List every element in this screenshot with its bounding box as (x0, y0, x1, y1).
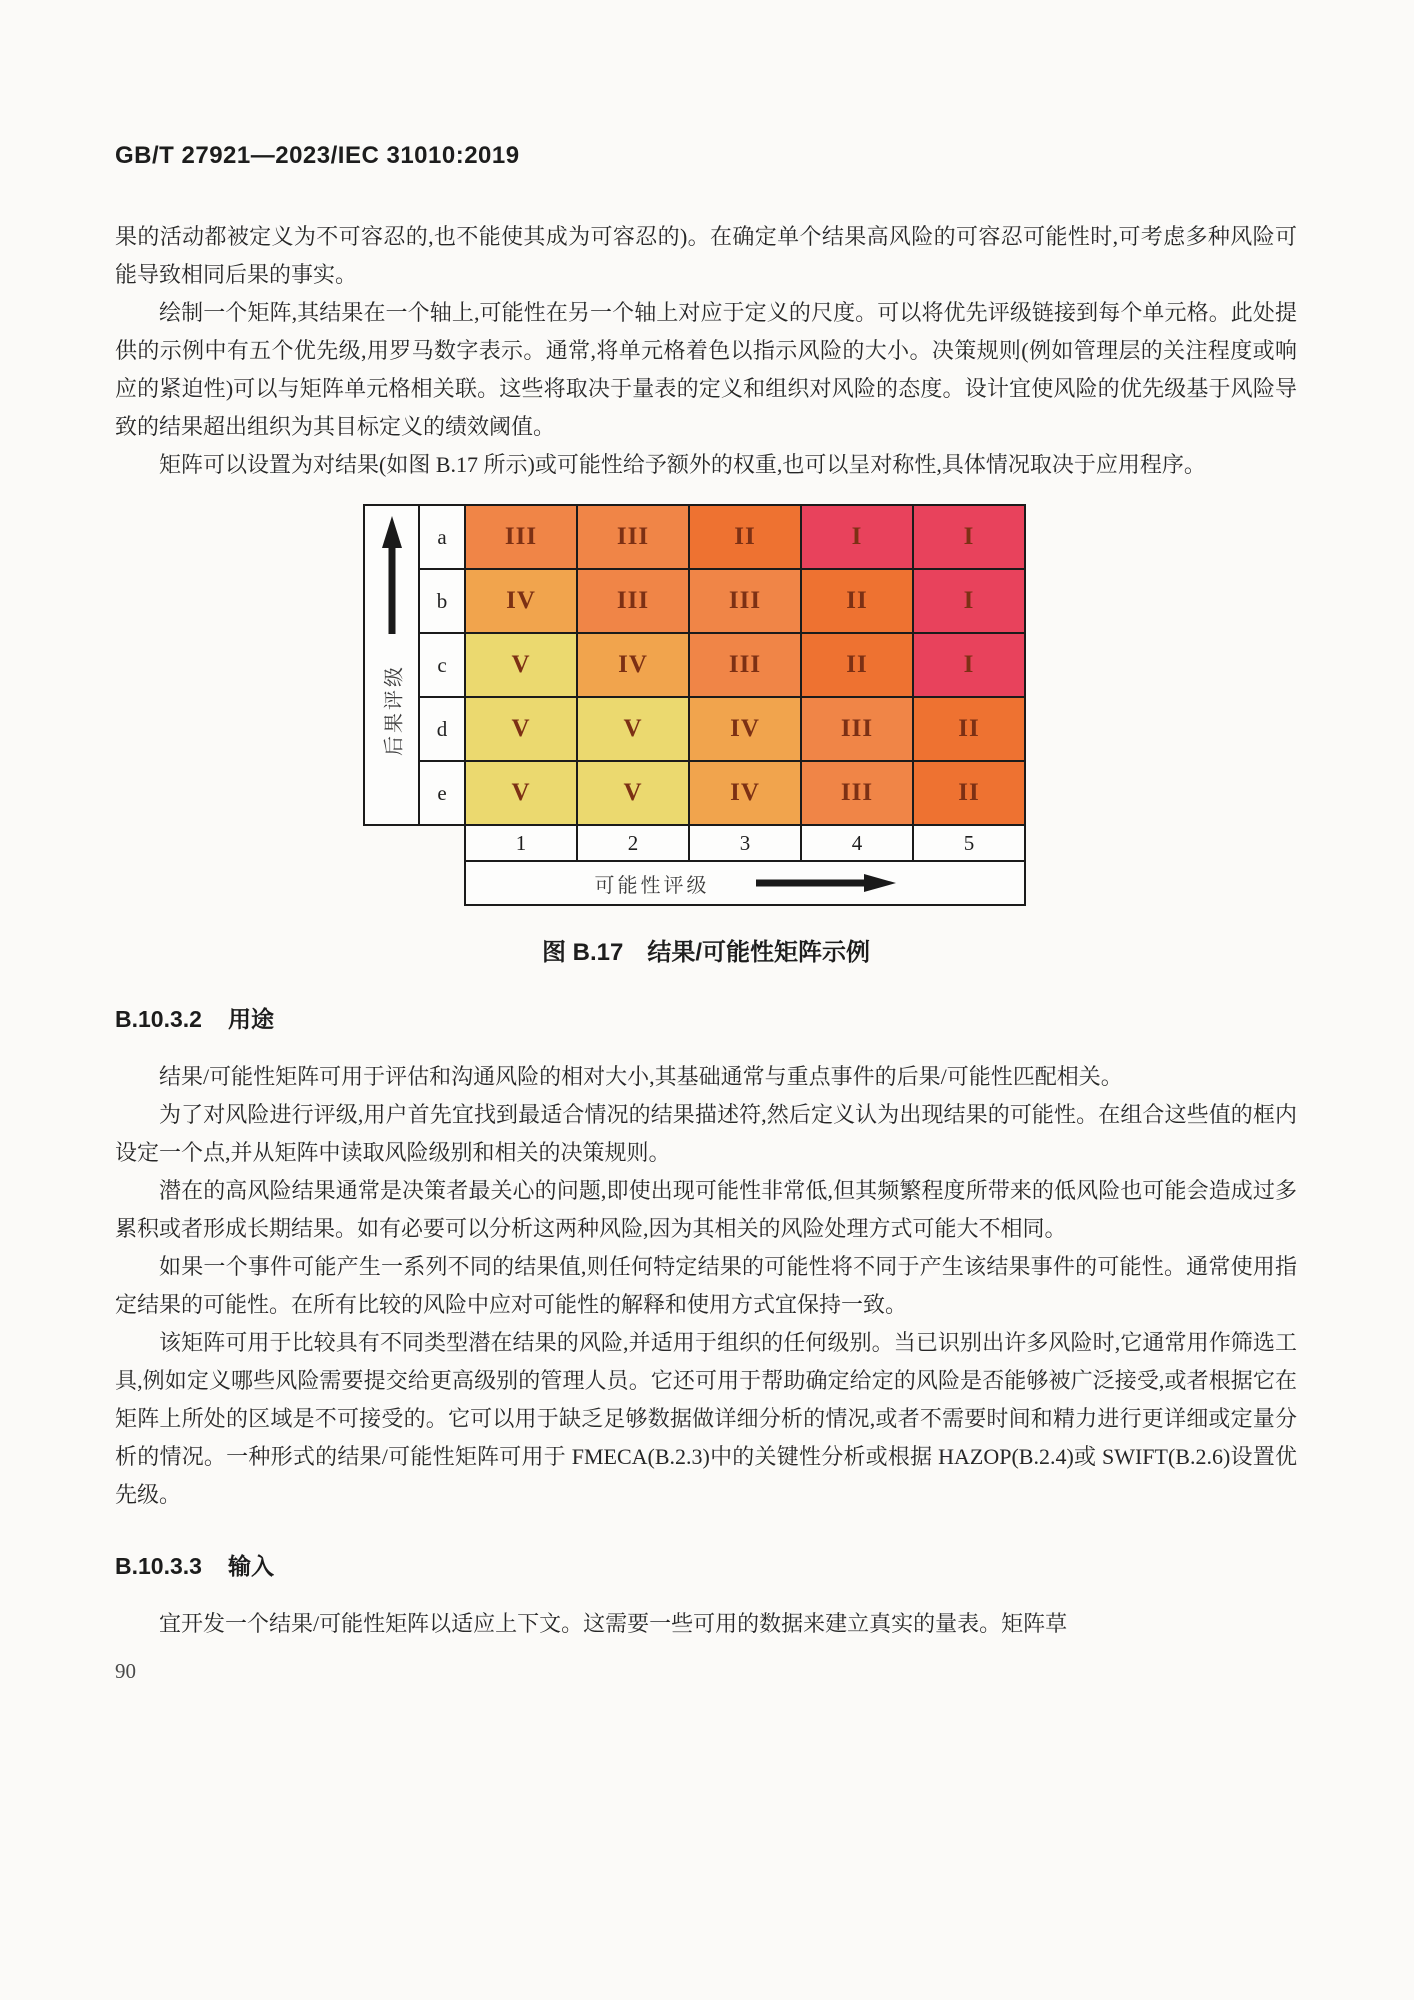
paragraph: 宜开发一个结果/可能性矩阵以适应上下文。这需要一些可用的数据来建立真实的量表。矩阵草 (159, 1611, 1068, 1636)
matrix-cell: I (914, 570, 1024, 632)
matrix-cell: II (914, 762, 1024, 824)
matrix-cell: V (466, 698, 576, 760)
likelihood-tick: 4 (802, 826, 912, 860)
matrix-cell: IV (690, 698, 800, 760)
matrix-cell: IV (578, 634, 688, 696)
consequence-row-label: d (420, 698, 464, 760)
consequence-row-label: c (420, 634, 464, 696)
up-arrow-icon (381, 516, 403, 634)
matrix-grid (418, 504, 1026, 826)
matrix-cell: II (690, 506, 800, 568)
matrix-cell: III (466, 506, 576, 568)
figure-caption: 图 B.17 结果/可能性矩阵示例 (541, 939, 871, 966)
paragraph: 结果/可能性矩阵可用于评估和沟通风险的相对大小,其基础通常与重点事件的后果/可能性匹配相关。 (159, 1064, 1123, 1089)
likelihood-tick: 2 (578, 826, 688, 860)
matrix-cell: III (578, 506, 688, 568)
matrix-cell: III (802, 762, 912, 824)
matrix-cell: V (578, 698, 688, 760)
matrix-cell: II (802, 634, 912, 696)
likelihood-tick: 5 (914, 826, 1024, 860)
paragraph: 该矩阵可用于比较具有不同类型潜在结果的风险,并适用于组织的任何级别。当已识别出许多风险时,它通常用作筛选工具,例如定义哪些风险需要提交给更高级别的管理人员。它还可用于帮助确定给定的风险是否能够被广泛接受,或者根据它在矩阵上所处的区域是不可接受的。它可以用于缺乏足够数据做详细分析的情况,或者不需要时间和精力进行更详细或定量分析的情况。一种形式的结果/可能性矩阵可用于 FMECA(B.2.3)中的关键性分析或根据 HAZOP(B.2.4)或 SWIFT(B.2.6)设置优先级。 (115, 1330, 1297, 1507)
paragraph: 为了对风险进行评级,用户首先宜找到最适合情况的结果描述符,然后定义认为出现结果的可能性。在组合这些值的框内设定一个点,并从矩阵中读取风险级别和相关的决策规则。 (115, 1102, 1297, 1165)
matrix-cell: IV (466, 570, 576, 632)
matrix-cell: V (466, 634, 576, 696)
document-page (115, 142, 1297, 1684)
likelihood-tick: 1 (466, 826, 576, 860)
consequence-row-label: e (420, 762, 464, 824)
consequence-row-label: a (420, 506, 464, 568)
figure-b17 (363, 504, 1297, 906)
matrix-cell: I (914, 506, 1024, 568)
section-title: 输入 (227, 1553, 274, 1579)
matrix-cell: III (690, 570, 800, 632)
likelihood-axis (464, 860, 1026, 906)
matrix-cell: II (914, 698, 1024, 760)
section-heading-usage (115, 1001, 1297, 1034)
matrix-cell: I (802, 506, 912, 568)
page-number: 90 (115, 1659, 136, 1683)
matrix-cell: V (466, 762, 576, 824)
matrix-cell: III (578, 570, 688, 632)
matrix-cell: IV (690, 762, 800, 824)
standard-number-header: GB/T 27921—2023/IEC 31010:2019 (115, 142, 520, 169)
matrix-cell: I (914, 634, 1024, 696)
matrix-cell: II (802, 570, 912, 632)
matrix-cell: V (578, 762, 688, 824)
consequence-row-label: b (420, 570, 464, 632)
matrix-cell: III (690, 634, 800, 696)
section-title: 用途 (227, 1006, 274, 1032)
paragraph: 果的活动都被定义为不可容忍的,也不能使其成为可容忍的)。在确定单个结果高风险的可容忍可能性时,可考虑多种风险可能导致相同后果的事实。 (115, 224, 1297, 287)
section-number: B.10.3.2 (115, 1006, 202, 1032)
section-heading-input (115, 1548, 1297, 1581)
section-number: B.10.3.3 (115, 1553, 202, 1579)
right-arrow-icon (756, 873, 896, 893)
paragraph: 潜在的高风险结果通常是决策者最关心的问题,即使出现可能性非常低,但其频繁程度所带来的低风险也可能会造成过多累积或者形成长期结果。如有必要可以分析这两种风险,因为其相关的风险处理方式可能大不相同。 (115, 1178, 1297, 1241)
likelihood-axis-label: 可能性评级 (594, 874, 710, 897)
consequence-axis (363, 504, 418, 826)
likelihood-tick: 3 (690, 826, 800, 860)
paragraph: 如果一个事件可能产生一系列不同的结果值,则任何特定结果的可能性将不同于产生该结果事件的可能性。通常使用指定结果的可能性。在所有比较的风险中应对可能性的解释和使用方式宜保持一致。 (115, 1254, 1297, 1317)
matrix-cell: III (802, 698, 912, 760)
paragraph: 矩阵可以设置为对结果(如图 B.17 所示)或可能性给予额外的权重,也可以呈对称性,具体情况取决于应用程序。 (159, 452, 1206, 477)
matrix-and-scale (418, 504, 1026, 906)
paragraph: 绘制一个矩阵,其结果在一个轴上,可能性在另一个轴上对应于定义的尺度。可以将优先评级链接到每个单元格。此处提供的示例中有五个优先级,用罗马数字表示。通常,将单元格着色以指示风险的大小。决策规则(例如管理层的关注程度或响应的紧迫性)可以与矩阵单元格相关联。这些将取决于量表的定义和组织对风险的态度。设计宜使风险的优先级基于风险导致的结果超出组织为其目标定义的绩效阈值。 (115, 300, 1297, 439)
consequence-axis-label: 后果评级 (383, 663, 405, 756)
likelihood-scale (464, 824, 1026, 862)
